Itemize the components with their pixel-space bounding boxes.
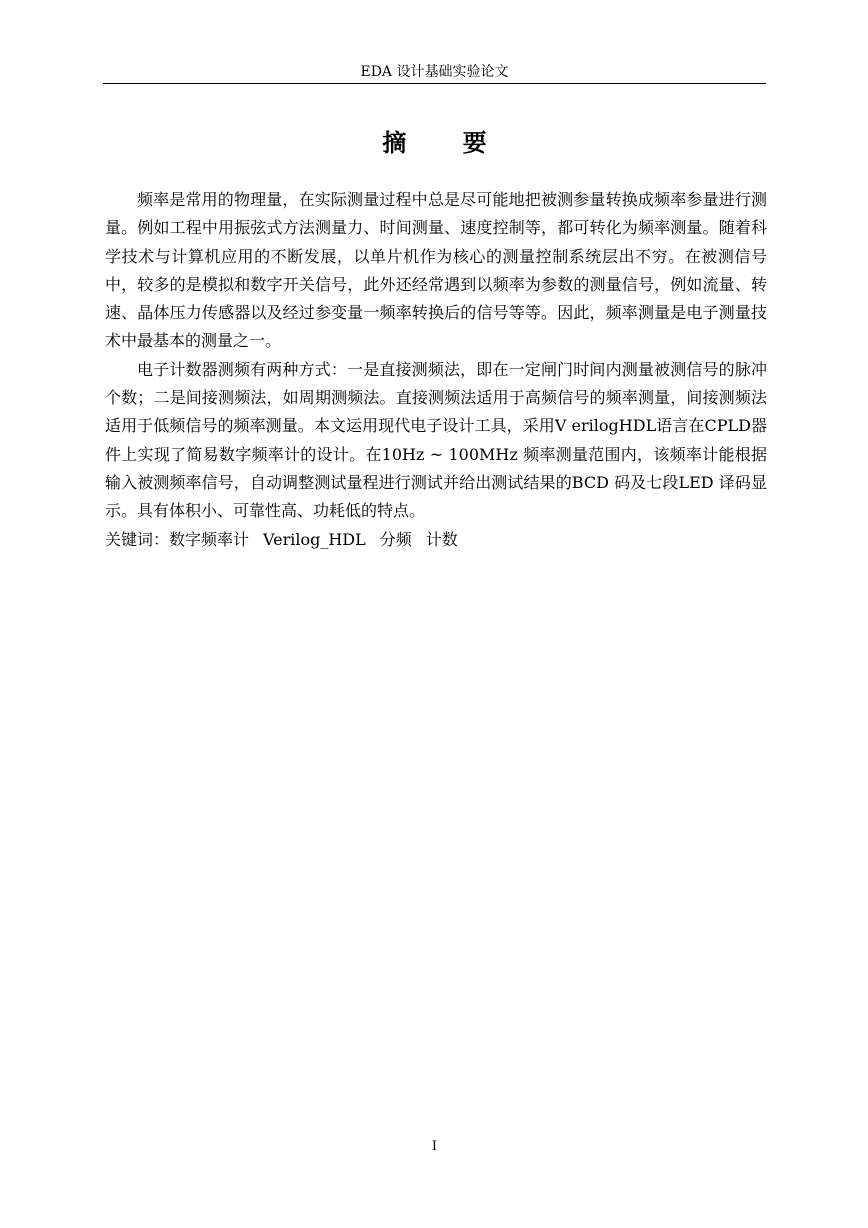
abstract-paragraph-1: 频率是常用的物理量，在实际测量过程中总是尽可能地把被测参量转换成频率参量进行测量。例如工程中用振弦式方法测量力、时间测量、速度控制等，都可转化为频率测量。随着科学技术与计算机应用的不断发展，以单片机作为核心的测量控制系统层出不穷。在被测信号中，较多的是模拟和数字开关信号，此外还经常遇到以频率为参数的测量信号，例如流量、转速、晶体压力传感器以及经过参变量一频率转换后的信号等等。因此，频率测量是电子测量技术中最基本的测量之一。	[105, 190, 767, 351]
page-title: 摘 要	[382, 128, 511, 157]
keywords-line	[105, 526, 767, 554]
running-header: EDA 设计基础实验论文	[360, 64, 509, 80]
abstract-body	[105, 186, 767, 554]
keyword-item: Verilog_HDL	[263, 529, 366, 549]
keyword-item: 计数	[425, 529, 458, 549]
abstract-paragraph-2: 电子计数器测频有两种方式：一是直接测频法，即在一定闸门时间内测量被测信号的脉冲个数；二是间接测频法，如周期测频法。直接测频法适用于高频信号的频率测量，间接测频法适用于低频信号的频率测量。本文运用现代电子设计工具，采用V erilogHDL语言在CPLD器件上实现了简易数字频率计的设计。在10Hz ~ 100MHz 频率测量范围内，该频率计能根据输入被测频率信号，自动调整测试量程进行测试并给出测试结果的BCD 码及七段LED 译码显示。具有体积小、可靠性高、功耗低的特点。	[105, 359, 767, 521]
keyword-item: 数字频率计	[169, 529, 250, 549]
header-rule	[103, 83, 766, 84]
keywords-label: 关键词：	[105, 529, 170, 549]
keyword-item: 分频	[379, 529, 412, 549]
page-number: I	[431, 1139, 438, 1154]
